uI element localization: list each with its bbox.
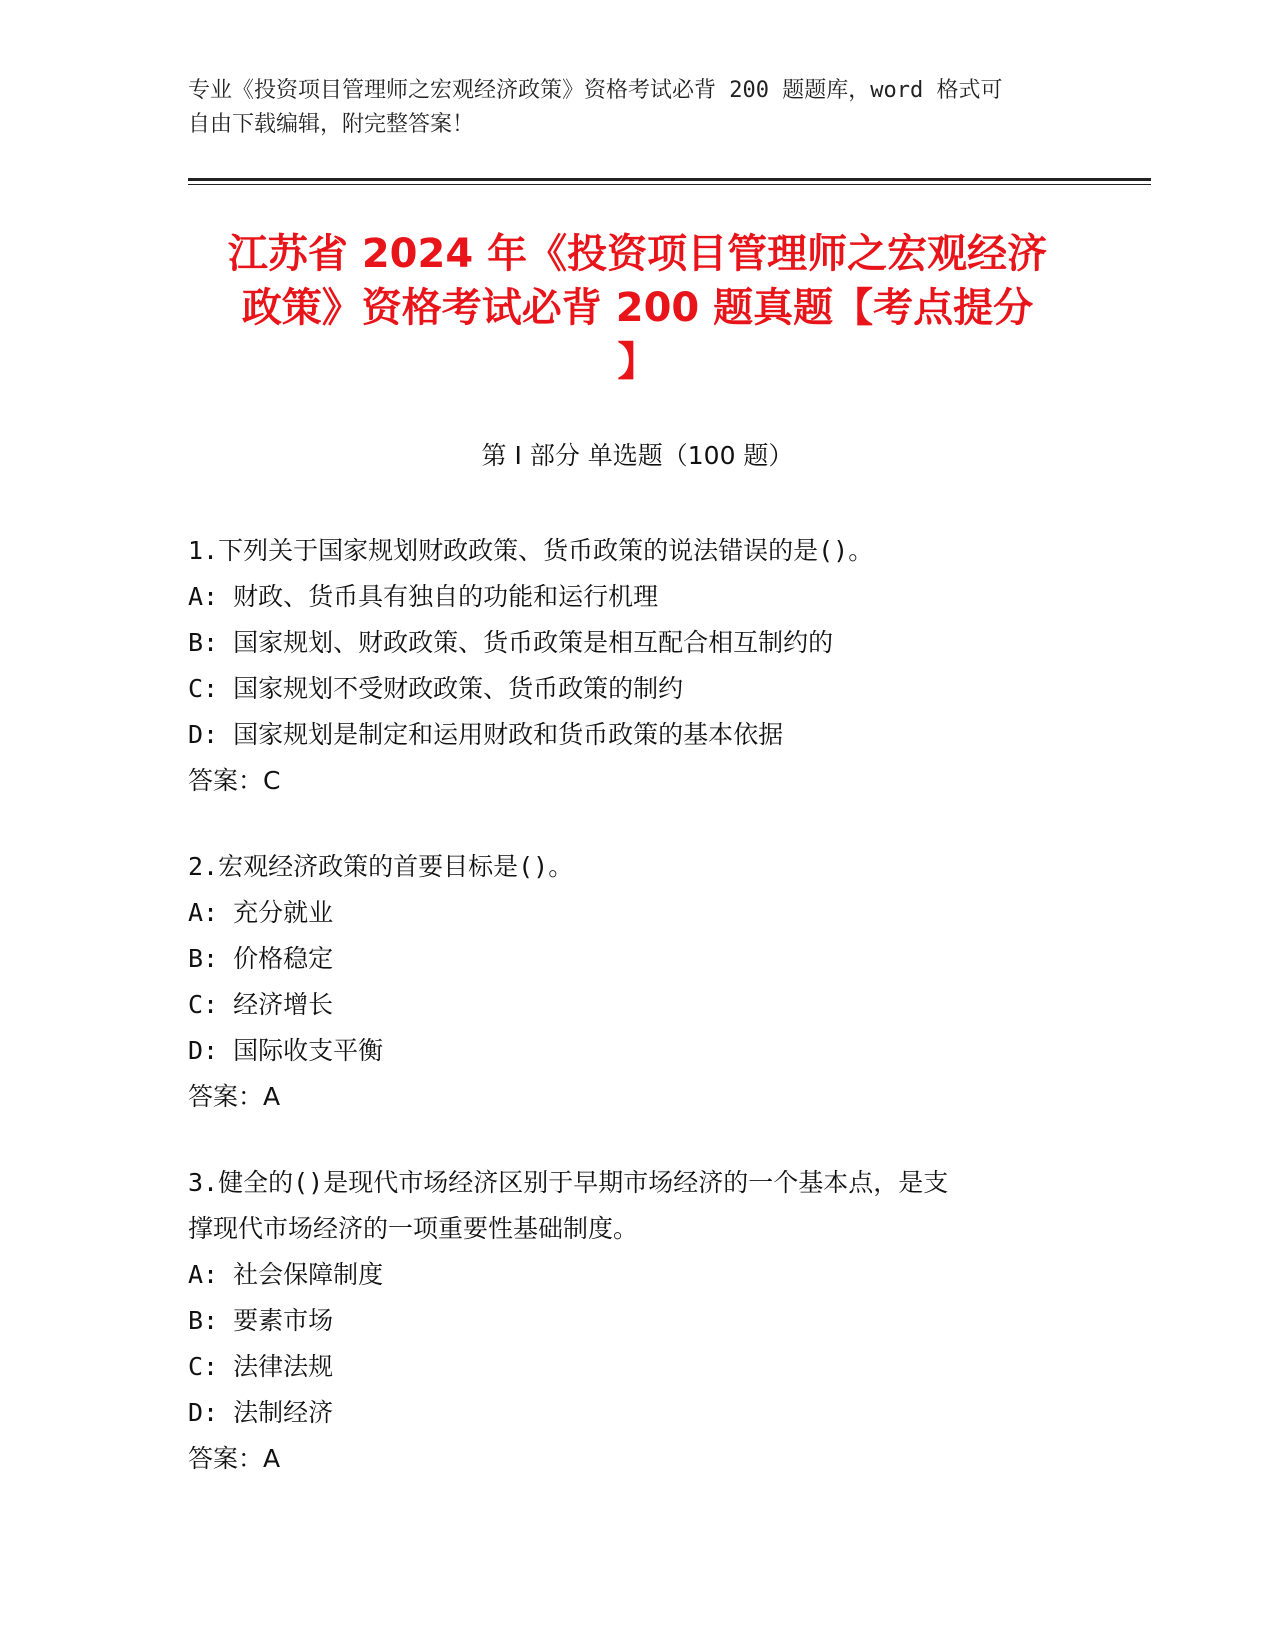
option-a: A: 财政、货币具有独自的功能和运行机理 (188, 582, 659, 611)
option-b: B: 要素市场 (188, 1306, 334, 1335)
option-d: D: 国家规划是制定和运用财政和货币政策的基本依据 (188, 720, 784, 749)
question-stem: 1.下列关于国家规划财政政策、货币政策的说法错误的是()。 (188, 536, 874, 565)
option-c: C: 经济增长 (188, 990, 334, 1019)
option-d: D: 法制经济 (188, 1398, 334, 1427)
question-3 (188, 1160, 1068, 1482)
option-d: D: 国际收支平衡 (188, 1036, 384, 1065)
document-title-line-2: 政策》资格考试必背 200 题真题【考点提分 (241, 285, 1034, 331)
header-divider-thin (188, 184, 1151, 185)
document-title (150, 227, 1125, 389)
question-stem-line-2: 撑现代市场经济的一项重要性基础制度。 (188, 1214, 639, 1243)
header-note-line-2: 自由下载编辑，附完整答案！ (188, 112, 475, 137)
question-stem: 2.宏观经济政策的首要目标是()。 (188, 852, 574, 881)
option-b: B: 价格稳定 (188, 944, 334, 973)
option-a: A: 社会保障制度 (188, 1260, 384, 1289)
section-title: 第 I 部分 单选题（100 题） (481, 441, 794, 470)
option-b: B: 国家规划、财政政策、货币政策是相互配合相互制约的 (188, 628, 834, 657)
answer: 答案：C (188, 766, 281, 795)
question-1 (188, 528, 1068, 804)
answer: 答案：A (188, 1082, 281, 1111)
document-title-line-3: 】 (617, 339, 658, 385)
header-note (188, 74, 1068, 142)
header-note-line-1: 专业《投资项目管理师之宏观经济政策》资格考试必背 200 题题库，word 格式可 (188, 78, 1003, 103)
answer: 答案：A (188, 1444, 281, 1473)
document-title-line-1: 江苏省 2024 年《投资项目管理师之宏观经济 (227, 231, 1048, 277)
header-divider-thick (188, 178, 1151, 181)
option-a: A: 充分就业 (188, 898, 334, 927)
question-list (188, 528, 1068, 1522)
question-stem-line-1: 3.健全的()是现代市场经济区别于早期市场经济的一个基本点，是支 (188, 1168, 949, 1197)
question-2 (188, 844, 1068, 1120)
option-c: C: 法律法规 (188, 1352, 334, 1381)
option-c: C: 国家规划不受财政政策、货币政策的制约 (188, 674, 684, 703)
